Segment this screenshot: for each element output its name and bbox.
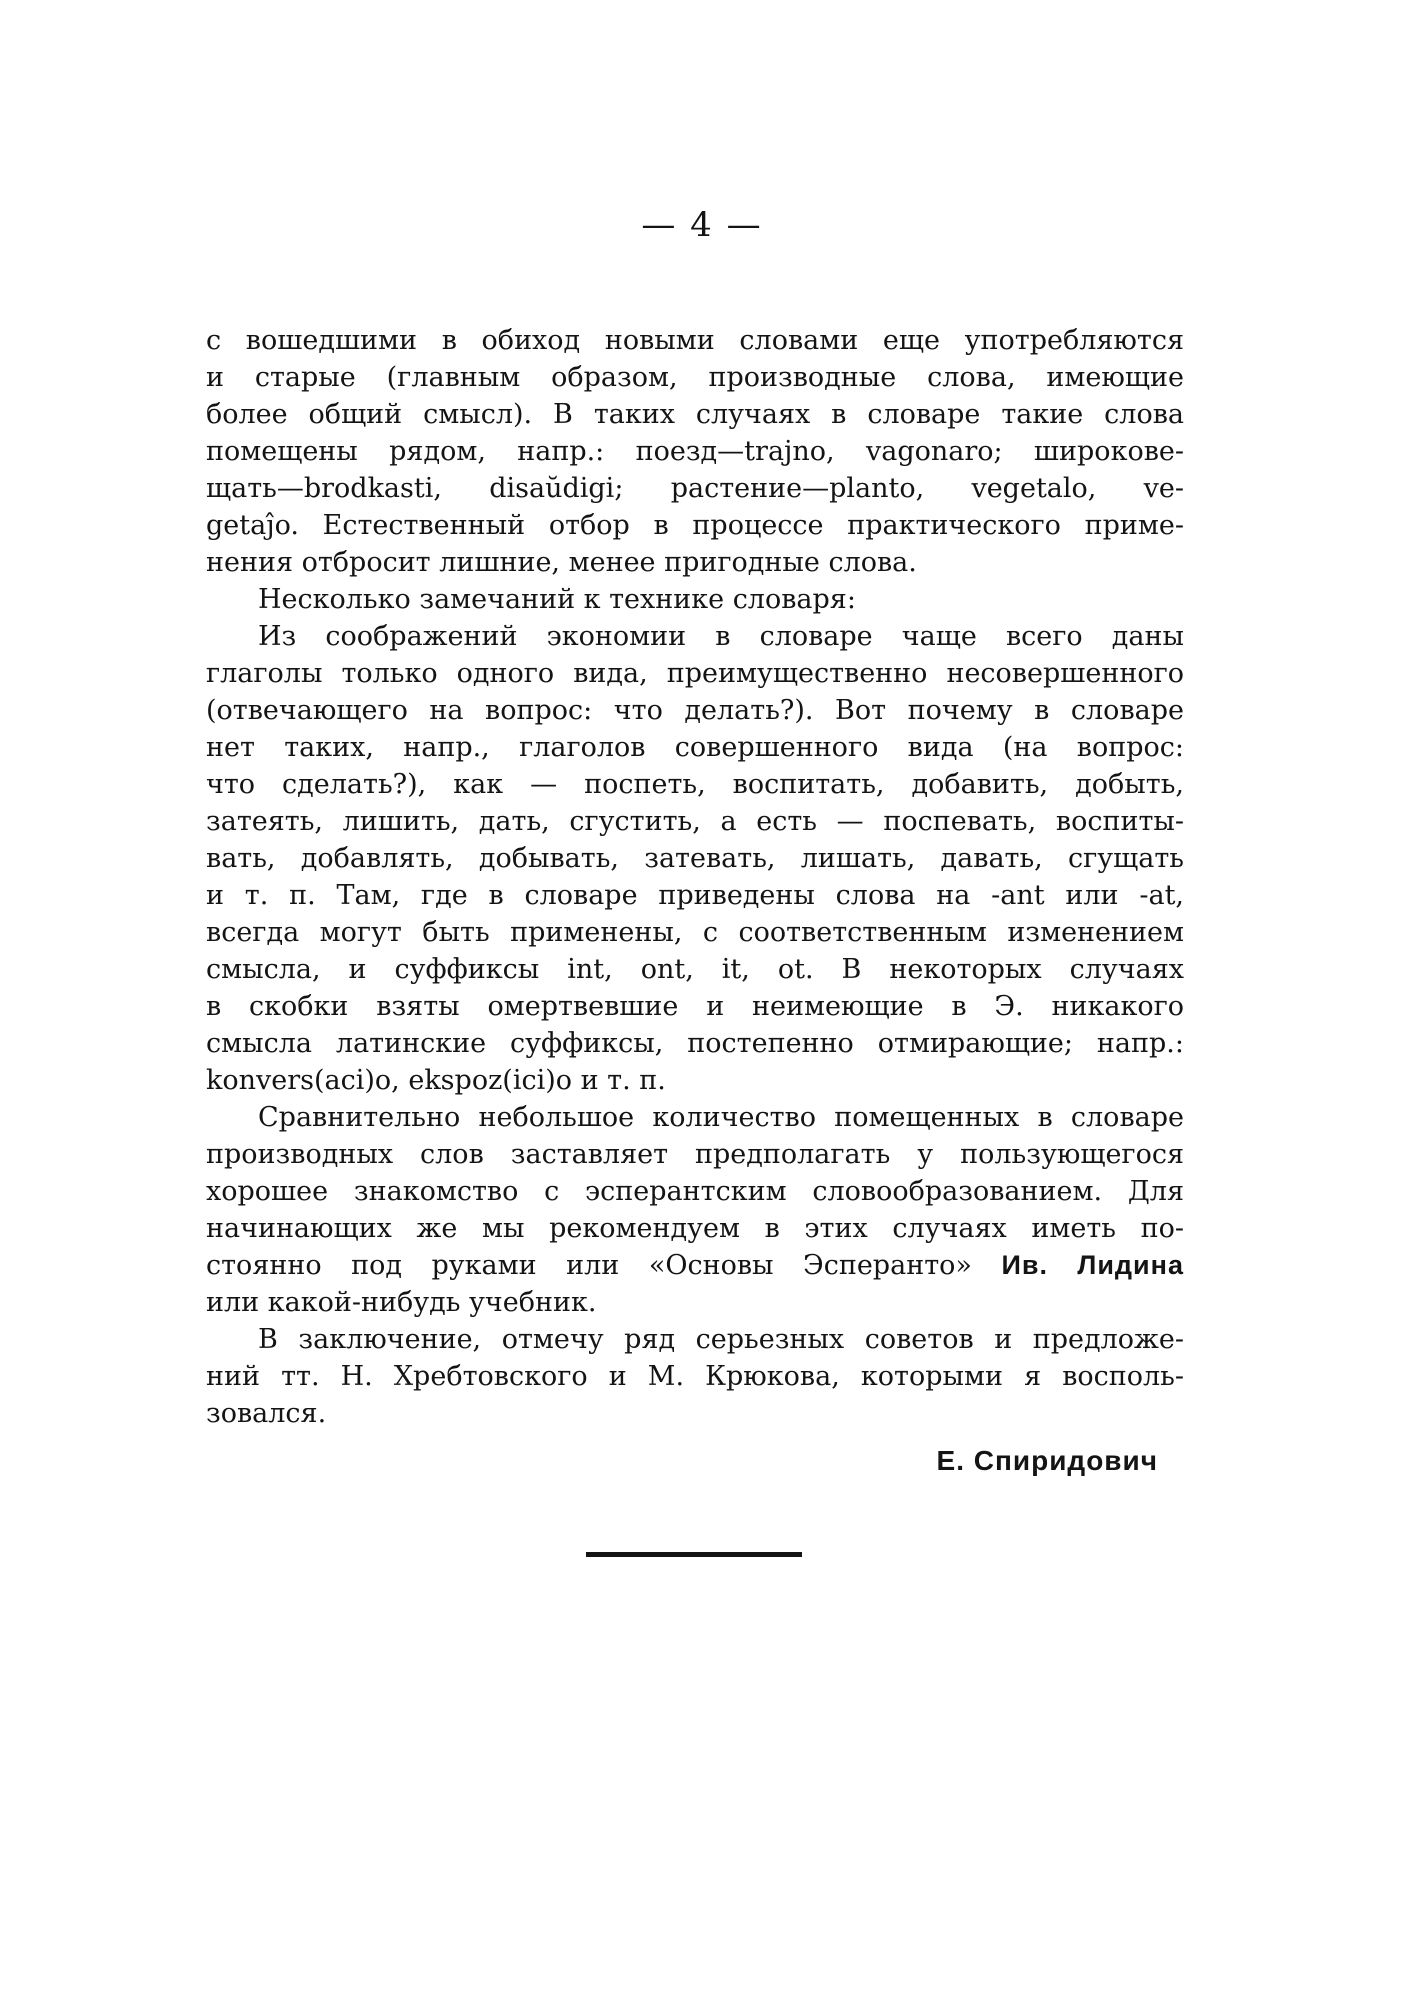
text-line: Из соображений экономии в словаре чаще всего даны	[258, 621, 1184, 652]
text-line: нения отбросит лишние, менее пригодные слова.	[206, 547, 917, 578]
text-line: смысла латинские суффиксы, постепенно отмирающие; напр.:	[206, 1028, 1184, 1059]
page-number: — 4 —	[641, 205, 763, 245]
text-line: ний тт. Н. Хребтовского и М. Крюкова, которыми я восполь-	[206, 1361, 1184, 1392]
text-line: Сравнительно небольшое количество помещенных в словаре	[258, 1102, 1184, 1133]
text-line: с вошедшими в обиход новыми словами еще употребляются	[206, 325, 1184, 356]
text-line: и старые (главным образом, производные слова, имеющие	[206, 362, 1184, 393]
text-fragment: стоянно под руками или «Основы Эсперанто»	[206, 1250, 972, 1281]
text-line: В заключение, отмечу ряд серьезных советов и предложе-	[258, 1324, 1184, 1355]
paragraph-2	[206, 581, 1184, 618]
text-line: Несколько замечаний к технике словаря:	[258, 584, 856, 615]
text-line: производных слов заставляет предполагать у пользующегося	[206, 1139, 1184, 1170]
text-line: getaĵo. Естественный отбор в процессе практического приме-	[206, 510, 1184, 541]
text-line: помещены рядом, напр.: поезд—trajno, vagonaro; широкове-	[206, 436, 1184, 467]
text-line: всегда могут быть применены, с соответственным изменением	[206, 917, 1184, 948]
text-line: в скобки взяты омертвевшие и неимеющие в Э. никакого	[206, 991, 1184, 1022]
text-line: хорошее знакомство с эсперантским словообразованием. Для	[206, 1176, 1184, 1207]
text-line: (отвечающего на вопрос: что делать?). Вот почему в словаре	[206, 695, 1184, 726]
paragraph-3	[206, 618, 1184, 1099]
signature: Е. Спиридович	[936, 1445, 1158, 1476]
closing-rule	[586, 1552, 802, 1557]
text-line-with-author	[206, 1247, 1184, 1284]
body-text	[206, 322, 1184, 1432]
text-line: или какой-нибудь учебник.	[206, 1287, 597, 1318]
author-name-bold: Ив. Лидина	[1001, 1250, 1184, 1280]
text-line: затеять, лишить, дать, сгустить, а есть — поспевать, воспиты-	[206, 806, 1184, 837]
text-line: нет таких, напр., глаголов совершенного вида (на вопрос:	[206, 732, 1184, 763]
text-line: более общий смысл). В таких случаях в словаре такие слова	[206, 399, 1184, 430]
text-line: глаголы только одного вида, преимущественно несовершенного	[206, 658, 1184, 689]
text-line: зовался.	[206, 1398, 327, 1429]
text-line: и т. п. Там, где в словаре приведены слова на -ant или -at,	[206, 880, 1184, 911]
text-line: смысла, и суффиксы int, ont, it, ot. В некоторых случаях	[206, 954, 1184, 985]
text-line: konvers(aci)o, ekspoz(ici)o и т. п.	[206, 1065, 666, 1096]
text-line: что сделать?), как — поспеть, воспитать, добавить, добыть,	[206, 769, 1184, 800]
text-line: щать—brodkasti, disaŭdigi; растение—planto, vegetalo, ve-	[206, 473, 1184, 504]
paragraph-4	[206, 1099, 1184, 1321]
text-line: начинающих же мы рекомендуем в этих случаях иметь по-	[206, 1213, 1184, 1244]
paragraph-1	[206, 322, 1184, 581]
paragraph-5	[206, 1321, 1184, 1432]
text-line: вать, добавлять, добывать, затевать, лишать, давать, сгущать	[206, 843, 1184, 874]
